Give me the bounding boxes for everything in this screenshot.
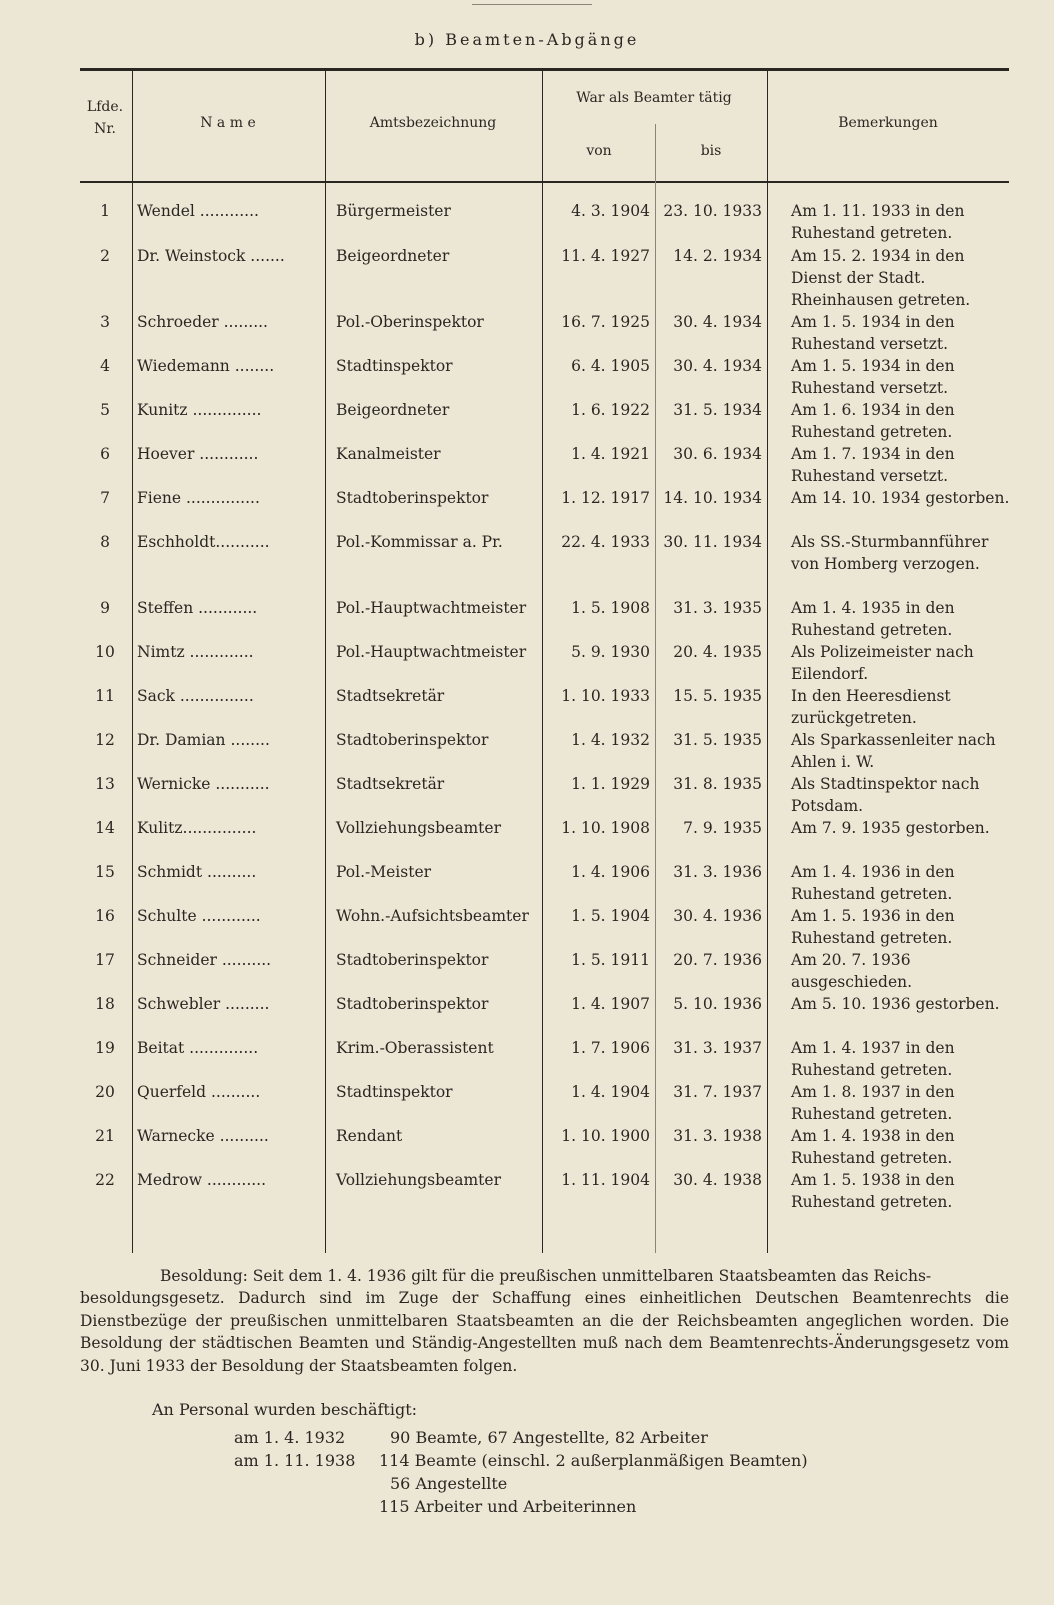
row-name: Kunitz .............. [137, 401, 262, 419]
row-bis: 5. 10. 1936 [673, 995, 762, 1013]
row-bis: 31. 7. 1937 [673, 1083, 762, 1101]
row-nr: 7 [100, 489, 110, 507]
row-bis: 31. 5. 1934 [673, 401, 762, 419]
row-amtsbezeichnung: Pol.-Kommissar a. Pr. [336, 533, 503, 551]
row-bemerkung: Als Polizeimeister nach Eilendorf. [791, 643, 974, 683]
row-von: 1. 5. 1904 [571, 907, 650, 925]
row-name: Schneider .......... [137, 951, 272, 969]
table-header-rule [80, 181, 1009, 183]
besoldung-paragraph: besoldungsgesetz. Dadurch sind im Zuge der Schaffung eines einheitlichen Deutschen Beamtenrechts die Dienstbezüge der preußischen unmittelbaren Staatsbeamten an die der Reichsbeamten angeglichen worden. Die Besoldung der städtischen Beamten und Ständig-Angestellten muß nach dem Beamtenrechts-Änderungsgesetz vom 30. Juni 1933 der Besoldung der Staatsbeamten folgen. [80, 1289, 1009, 1375]
top-divider [472, 4, 592, 5]
row-name: Dr. Damian ........ [137, 731, 270, 749]
row-name: Steffen ............ [137, 599, 258, 617]
stat-1938-arbeiter: 115 Arbeiter und Arbeiterinnen [379, 1497, 637, 1516]
row-bemerkung: Am 1. 4. 1936 in den Ruhestand getreten. [791, 863, 955, 903]
row-bis: 20. 4. 1935 [673, 643, 762, 661]
row-nr: 3 [100, 313, 110, 331]
row-bemerkung: Am 1. 4. 1935 in den Ruhestand getreten. [791, 599, 955, 639]
row-bemerkung: Am 1. 11. 1933 in den Ruhestand getreten. [791, 202, 965, 242]
row-nr: 9 [100, 599, 110, 617]
row-von: 1. 6. 1922 [571, 401, 650, 419]
col-header-bemerkungen: Bemerkungen [838, 115, 938, 131]
row-nr: 11 [95, 687, 115, 705]
col-header-nr: Lfde. Nr. [86, 99, 124, 137]
row-von: 16. 7. 1925 [561, 313, 650, 331]
row-bemerkung: Am 15. 2. 1934 in den Dienst der Stadt. Rheinhausen getreten. [791, 247, 971, 309]
row-name: Warnecke .......... [137, 1127, 269, 1145]
stat-1932-values: 90 Beamte, 67 Angestellte, 82 Arbeiter [390, 1428, 708, 1447]
section-title: b) Beamten-Abgänge [414, 30, 640, 49]
row-amtsbezeichnung: Stadtoberinspektor [336, 951, 489, 969]
row-nr: 18 [95, 995, 115, 1013]
row-amtsbezeichnung: Rendant [336, 1127, 403, 1145]
row-nr: 15 [95, 863, 115, 881]
col-divider-4 [655, 124, 656, 1253]
row-von: 1. 11. 1904 [561, 1171, 650, 1189]
row-name: Wendel ............ [137, 202, 259, 220]
row-bemerkung: Am 14. 10. 1934 gestorben. [791, 489, 1010, 507]
stat-1938-beamte: 114 Beamte (einschl. 2 außerplanmäßigen Beamten) [379, 1451, 808, 1470]
col-divider-5 [767, 71, 768, 1253]
row-bemerkung: Als Stadtinspektor nach Potsdam. [791, 775, 980, 815]
col-header-name: N a m e [200, 115, 256, 131]
row-von: 1. 12. 1917 [561, 489, 650, 507]
row-amtsbezeichnung: Wohn.-Aufsichtsbeamter [336, 907, 529, 925]
col-header-von: von [586, 143, 612, 159]
row-von: 4. 3. 1904 [571, 202, 650, 220]
row-bemerkung: Am 5. 10. 1936 gestorben. [791, 995, 1000, 1013]
table-top-rule [80, 68, 1009, 71]
row-von: 1. 4. 1921 [571, 445, 650, 463]
row-name: Medrow ............ [137, 1171, 267, 1189]
row-von: 1. 5. 1908 [571, 599, 650, 617]
row-bemerkung: Am 1. 7. 1934 in den Ruhestand versetzt. [791, 445, 955, 485]
row-name: Wiedemann ........ [137, 357, 275, 375]
row-name: Querfeld .......... [137, 1083, 261, 1101]
row-bis: 31. 5. 1935 [673, 731, 762, 749]
row-amtsbezeichnung: Kanalmeister [336, 445, 441, 463]
row-bemerkung: Am 1. 5. 1936 in den Ruhestand getreten. [791, 907, 955, 947]
row-nr: 12 [95, 731, 115, 749]
row-bis: 30. 4. 1934 [673, 313, 762, 331]
row-von: 1. 7. 1906 [571, 1039, 650, 1057]
row-amtsbezeichnung: Stadtoberinspektor [336, 489, 489, 507]
row-bemerkung: Am 1. 4. 1937 in den Ruhestand getreten. [791, 1039, 955, 1079]
row-name: Hoever ............ [137, 445, 259, 463]
row-nr: 17 [95, 951, 115, 969]
row-name: Schroeder ......... [137, 313, 268, 331]
row-bis: 7. 9. 1935 [683, 819, 762, 837]
stat-1938-angestellte: 56 Angestellte [390, 1474, 508, 1493]
row-nr: 6 [100, 445, 110, 463]
row-von: 1. 4. 1904 [571, 1083, 650, 1101]
row-amtsbezeichnung: Beigeordneter [336, 247, 450, 265]
row-bemerkung: Am 1. 5. 1934 in den Ruhestand versetzt. [791, 357, 955, 397]
row-name: Fiene ............... [137, 489, 260, 507]
row-amtsbezeichnung: Vollziehungsbeamter [336, 1171, 501, 1189]
row-bis: 23. 10. 1933 [663, 202, 762, 220]
row-nr: 19 [95, 1039, 115, 1057]
row-name: Sack ............... [137, 687, 254, 705]
row-von: 1. 10. 1933 [561, 687, 650, 705]
stat-date-1932: am 1. 4. 1932 [234, 1428, 346, 1447]
row-nr: 20 [95, 1083, 115, 1101]
row-bis: 31. 3. 1935 [673, 599, 762, 617]
row-von: 1. 4. 1907 [571, 995, 650, 1013]
row-von: 1. 4. 1906 [571, 863, 650, 881]
row-name: Eschholdt........... [137, 533, 270, 551]
row-bis: 14. 10. 1934 [663, 489, 762, 507]
row-name: Schmidt .......... [137, 863, 257, 881]
row-nr: 5 [100, 401, 110, 419]
row-amtsbezeichnung: Vollziehungsbeamter [336, 819, 501, 837]
row-bis: 30. 6. 1934 [673, 445, 762, 463]
row-amtsbezeichnung: Krim.-Oberassistent [336, 1039, 494, 1057]
row-bemerkung: Am 1. 5. 1938 in den Ruhestand getreten. [791, 1171, 955, 1211]
row-bemerkung: In den Heeresdienst zurückgetreten. [791, 687, 951, 727]
row-name: Wernicke ........... [137, 775, 270, 793]
row-bis: 30. 4. 1936 [673, 907, 762, 925]
row-bemerkung: Am 1. 8. 1937 in den Ruhestand getreten. [791, 1083, 955, 1123]
row-amtsbezeichnung: Stadtsekretär [336, 775, 445, 793]
row-amtsbezeichnung: Pol.-Meister [336, 863, 432, 881]
row-amtsbezeichnung: Pol.-Hauptwachtmeister [336, 599, 527, 617]
row-nr: 8 [100, 533, 110, 551]
row-name: Nimtz ............. [137, 643, 254, 661]
row-bis: 30. 4. 1934 [673, 357, 762, 375]
row-amtsbezeichnung: Pol.-Oberinspektor [336, 313, 484, 331]
row-nr: 21 [95, 1127, 115, 1145]
row-bemerkung: Als SS.-Sturmbannführer von Homberg verzogen. [791, 533, 989, 573]
row-nr: 10 [95, 643, 115, 661]
personal-heading: An Personal wurden beschäftigt: [152, 1400, 418, 1419]
row-nr: 16 [95, 907, 115, 925]
row-bemerkung: Am 7. 9. 1935 gestorben. [791, 819, 990, 837]
row-von: 11. 4. 1927 [561, 247, 650, 265]
row-name: Schulte ............ [137, 907, 261, 925]
row-amtsbezeichnung: Stadtinspektor [336, 1083, 453, 1101]
col-header-amt: Amtsbezeichnung [369, 115, 497, 131]
row-bis: 31. 3. 1936 [673, 863, 762, 881]
row-amtsbezeichnung: Stadtsekretär [336, 687, 445, 705]
row-name: Schwebler ......... [137, 995, 270, 1013]
row-name: Kulitz............... [137, 819, 257, 837]
row-amtsbezeichnung: Stadtinspektor [336, 357, 453, 375]
row-von: 1. 4. 1932 [571, 731, 650, 749]
row-von: 1. 10. 1908 [561, 819, 650, 837]
row-bemerkung: Am 1. 5. 1934 in den Ruhestand versetzt. [791, 313, 955, 353]
row-bis: 30. 11. 1934 [663, 533, 762, 551]
row-bemerkung: Am 1. 6. 1934 in den Ruhestand getreten. [791, 401, 955, 441]
col-header-taetig: War als Beamter tätig [576, 90, 732, 106]
row-amtsbezeichnung: Bürgermeister [336, 202, 451, 220]
col-divider-1 [132, 71, 133, 1253]
row-bis: 15. 5. 1935 [673, 687, 762, 705]
row-von: 6. 4. 1905 [571, 357, 650, 375]
row-bis: 31. 3. 1938 [673, 1127, 762, 1145]
row-nr: 2 [100, 247, 110, 265]
row-amtsbezeichnung: Stadtoberinspektor [336, 995, 489, 1013]
row-bis: 20. 7. 1936 [673, 951, 762, 969]
row-nr: 1 [100, 202, 110, 220]
row-amtsbezeichnung: Beigeordneter [336, 401, 450, 419]
row-bis: 30. 4. 1938 [673, 1171, 762, 1189]
row-von: 1. 1. 1929 [571, 775, 650, 793]
row-bis: 14. 2. 1934 [673, 247, 762, 265]
row-nr: 22 [95, 1171, 115, 1189]
row-von: 1. 10. 1900 [561, 1127, 650, 1145]
stat-date-1938: am 1. 11. 1938 [234, 1451, 356, 1470]
row-bemerkung: Als Sparkassenleiter nach Ahlen i. W. [791, 731, 996, 771]
row-bis: 31. 8. 1935 [673, 775, 762, 793]
row-nr: 14 [95, 819, 115, 837]
row-bis: 31. 3. 1937 [673, 1039, 762, 1057]
row-nr: 4 [100, 357, 110, 375]
row-von: 22. 4. 1933 [561, 533, 650, 551]
row-amtsbezeichnung: Pol.-Hauptwachtmeister [336, 643, 527, 661]
row-von: 5. 9. 1930 [571, 643, 650, 661]
row-von: 1. 5. 1911 [571, 951, 650, 969]
row-bemerkung: Am 20. 7. 1936 ausgeschieden. [791, 951, 913, 991]
row-name: Beitat .............. [137, 1039, 259, 1057]
row-amtsbezeichnung: Stadtoberinspektor [336, 731, 489, 749]
row-nr: 13 [95, 775, 115, 793]
row-name: Dr. Weinstock ....... [137, 247, 285, 265]
besoldung-first-line: Besoldung: Seit dem 1. 4. 1936 gilt für die preußischen unmittelbaren Staatsbeamten das Reichs- [160, 1267, 932, 1285]
col-header-bis: bis [700, 143, 722, 159]
row-bemerkung: Am 1. 4. 1938 in den Ruhestand getreten. [791, 1127, 955, 1167]
